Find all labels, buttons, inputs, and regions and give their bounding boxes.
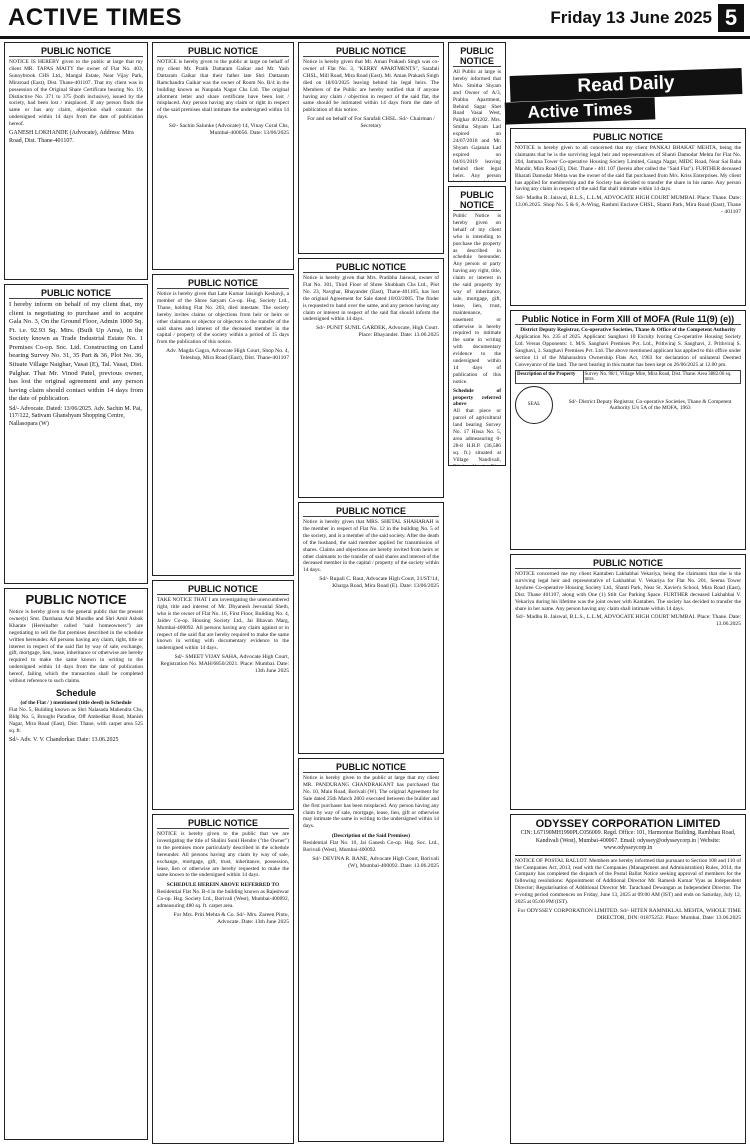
notice-c2b (152, 274, 294, 576)
notice-body: TAKE NOTICE THAT I am investigating the unencumbered right, title and interest of Mr. Dhyanesh Jeevanlal Sheth, who is the owner of Flat No. 16, First Floor, Building No. 4, Jaidev Co-op. Housing Society Ltd., Jai Bhavan Marg, Mumbai-400092. All persons having any claim against or in respect of the said flat are hereby required to make the same known in writing with documentary evidence to the undersigned within 14 days. (157, 597, 289, 652)
masthead (0, 0, 750, 39)
notice-heading: PUBLIC NOTICE (303, 262, 439, 273)
notice-body: Public Notice is hereby given on behalf of my client who is intending to purchase the property as described in schedule hereunder. Any person or party having any right, title, claim or interest in the said property by way of inheritance, sale, mortgage, gift, lease, lien, trust, maintenance, easement or otherwise is hereby required to intimate the same in writing with documentary evidence to the undersigned within 14 days of publication of this notice. (453, 213, 501, 385)
notice-body: All Public at large is hereby informed that Mrs. Smitha Shyam and Owner of A/3, Prabhu Apartment, Behind Sagar Shet Road Vasai West, Palghar 401202. Mrs. Smitha Shyam Lad expired on 24/07/2018 and Mr. Shyam Gajanan Lad expired on 04/01/2019 leaving behind their legal heirs. Any person (453, 69, 501, 179)
notice-heading: PUBLIC NOTICE (157, 818, 289, 829)
notice-heading: PUBLIC NOTICE (303, 506, 439, 517)
notice-signature: Sd/- PUNIT SUNIL GARDEK, Advocate, High Court. Place: Bhayander. Date: 13.06.2025 (316, 325, 439, 339)
schedule-subheading: (of the Flat / ) mentioned (title deed) in Schedule (20, 699, 132, 706)
notice-body: Application No. 235 of 2025. Applicant: Sanghavi 10 Exculty Ivoring Co-operative Housing Society Ltd. Versus Opponents: 1. M/S. Sanghavi Premises Pvt. Ltd., Prithviraj S. Sanghavi, 2. Prithviraj S. Sanghavi, 3. Sanghavi Premises Pvt. Ltd. The above mentioned applicant has applied to this office under section 11 of the Maharashtra Ownership Flats Act, 1963 for declaration of unilateral Deemed Conveyance of the land. The next hearing in this matter has been kept on 26/06/2025 at 12.00 pm. (515, 333, 742, 368)
table-cell: Survey No. 98/1, Village Mire, Mira Road, Dist. Thane. Area 3882.06 sq. mtrs. (583, 371, 741, 384)
divider (515, 855, 741, 856)
issue-date: Friday 13 June 2025 (550, 8, 712, 27)
schedule-body: All that piece or parcel of agricultural land bearing Survey No. 17 Hissa No. 5, area admeasuring 0-28-8 H.R.P. (36,586 sq. ft.) situated at Village Nandivali, (453, 408, 501, 463)
notice-signature: Adv. Magda Gagra, Advocate High Court, Shop No. 4, Teleshop, Mira Road (East), Dist. Thane-401107 (166, 348, 289, 362)
schedule-body: Residential Flat No. 10, Jai Ganesh Co-op. Hsg. Soc. Ltd., Borivali (West), Mumbai-400092. (303, 840, 439, 854)
notice-body: I hereby inform on behalf of my client that, my client is negotiating to purchase and to acquire Gala No. 3, On the Ground Floor, Admin 1000 Sq. Ft. i.e. 92.93 Sq. Mtrs. (Built Up Area), in the Society known as Trade Industrial Estate No. 1 Premises Co-op. Soc. Ltd. Constructing on Land bearing Survey No. 31, 35 Part & 36, Plot No. 36, Situate Village Naighar, Vasai (E), Tal. Vasai, Dist. Palghar. That Mr. Vinod Patel, previous owner, has lost the original agreement and any person having claim should contact within 14 days from the date of publication. (9, 301, 143, 403)
notice-c1b (4, 284, 148, 584)
active-times-banner: Active Times (505, 97, 656, 124)
notice-c2a (152, 42, 294, 270)
notice-c1c (4, 588, 148, 1140)
notice-c4a (448, 42, 506, 182)
notice-body: Notice is hereby given that Mr. Aman Prakash Singh was co-owner of Flat No. 3, "KERRY APARTMENTS", Sarafali CHSL, Mill Road, Mira Road (East). Mr. Aman Prakash Singh died on 18/03/2025 leaving behind his legal heirs. The Members of the Public are hereby notified that if anyone having any claim / objection in respect of the said flat, the same should be intimated within 14 days from the date of publication of this notice. (303, 59, 439, 114)
notice-heading: PUBLIC NOTICE (157, 278, 289, 289)
notice-c3d (298, 758, 444, 1142)
notice-body: NOTICE OF POSTAL BALLOT. Members are hereby informed that pursuant to Section 108 and 110 of the Companies Act, 2013, read with the Companies (Management and Administration) Rules, 2014, the Company has completed the dispatch of the Postal Ballot Notice seeking approval of members for the following resolutions: Appointment of Additional Director Mr. Ramesh Kumar Vyas as Independent Director; Regularisation of Additional Director Mr. Tarachand Dewangan as Independent Director. The e-voting period commences on Friday, June 13, 2025 at 09:00 AM (IST) and ends on Saturday, July 12, 2025 at 05:00 PM (IST). (515, 857, 741, 906)
notice-signature: Sd/- DEVINA R. RANE, Advocate High Court, Borivali (W), Mumbai-400092. Date: 13.06.2025 (312, 855, 439, 869)
schedule-heading: SCHEDULE HEREIN ABOVE REFERRED TO (166, 882, 280, 889)
notice-c5b (510, 310, 746, 550)
notice-c3c (298, 502, 444, 754)
notice-body: Notice is hereby given to the public at large that my client MR. PANDURANG CHANDRAKANT has purchased flat No. 10, Main Road, Borivali (W). The original Agreement for Sale dated 25th March 2003 executed between the builder and the first purchaser has been misplaced. Any person having any claim by way of sale, mortgage, lease, lien, gift or otherwise may intimate the same in writing to the undersigned within 14 days. (303, 775, 439, 830)
newspaper-title: ACTIVE TIMES (8, 4, 183, 31)
schedule-heading: Schedule (55, 687, 96, 698)
notice-c5d (510, 814, 746, 1144)
notice-c3b (298, 258, 444, 498)
company-name: ODYSSEY CORPORATION LIMITED (535, 818, 721, 830)
notice-c1a (4, 42, 148, 280)
notice-signature: GANESH LOKHANDE (Advocate), Address: Mira Road, Dist. Thane-401107. (9, 130, 134, 144)
notice-c2d (152, 814, 294, 1144)
read-daily-banner: Read Daily (510, 68, 743, 102)
notice-heading: PUBLIC NOTICE (9, 46, 143, 57)
notice-heading: PUBLIC NOTICE (25, 592, 127, 607)
notice-c4b (448, 186, 506, 466)
notice-signature: Sd/- Adv. V. V. Chandorkar. Date: 13.06.2025 (9, 736, 119, 743)
notice-signature: For ODYSSEY CORPORATION LIMITED. Sd/- HITEN RAMNIKLAL MEHTA, WHOLE TIME DIRECTOR, DIN: 01875252. Place: Mumbai. Date: 13.06.2025 (517, 907, 741, 921)
table-header: Description of the Property (516, 371, 584, 384)
notice-signature: Sd/- Advocate. Dated: 13/06/2025. Adv. Sachin M. Pai, 117/122, Sativam Ghanshyam Shopping Centre, Nallasopara (W) (9, 405, 142, 427)
notice-signature: Sd/- SMEET VIJAY SAHA, Advocate High Court, Registration No. MAH/6850/2021. Place: Mumbai. Date: 13th June 2025 (160, 654, 289, 675)
notice-body: NOTICE is hereby given to the public at large on behalf of my client Mr. Pratik Dattaram Gaikar and Mr. Yash Dattaram Gaikar that their father late Shri Dattaram Ramchandra Gaikar was the owner of Room No. B/4 in the building known as Naupada Nagar Chs Ltd. The original allotment letter and share certificate have been lost / misplaced. Any person having any claim or right in respect of the said premises shall intimate the undersigned within 14 days. (157, 59, 289, 121)
schedule-heading: (Description of the Said Premises) (331, 833, 411, 840)
notice-c2c (152, 580, 294, 810)
property-table (515, 370, 741, 384)
notice-body: NOTICE IS HEREBY given to the public at large that my client MR. TAPAS MAITY the owner of Flat No. 403, Sunnybrook CHS Ltd., Mangal Estate, Near Vijay Park, Miraroad (East), Dist. Thane-401107. That my client was in possession of the Original Share Certificate bearing No. 19, Distinctive No. 371 to 375 (both inclusive), issued by the society, had been lost / misplaced. If any person finds the same or has any claim, objection shall contact the undersigned within 14 days from the date of publication hereof. (9, 59, 143, 128)
notice-subheading: District Deputy Registrar, Co-operative Societies, Thane & Office of the Competent Authority (520, 327, 736, 333)
notice-signature: Sd/- Madhu R. Jaiswal, B.L.S., L.L.M, ADVOCATE HIGH COURT MUMBAI. Place: Thane. Date: 13.06.2025. Shop No. 5 & 6, A-Wing, Rashmi Enclave CHSL, Shanti Park, Mira Road (East), Thane - 401107 (515, 195, 741, 216)
notice-body: NOTICE is hereby given to the public that we are investigating the title of Shalini Sunil Hendre ("the Owner") to the premises more particularly described in the schedule hereunder. All persons having any claim by way of sale, exchange, mortgage, gift, trust, inheritance, possession, lease, lien or otherwise are hereby requested to make the same known to the undersigned within 14 days. (157, 831, 289, 879)
notice-body: NOTICE concerned me my client Kantaben Lakhabhai Vekariya, being the claimants that she is the surviving legal heir and representative of Lakhabhai V. Vekariya for Flat No. 201, Seema Tower Jayshree Co-operative Housing Society Ltd., Shanti Park, Near St. Xavier's School, Mira Road (East), Dist. Thane 401107, along with One (1) Stilt Car Parking Space. FURTHER deceased Lakhabhai V. Vekariya during his lifetime was the joint owner with Kantaben. The society has decided to transfer the share in her name. Any person having any claim shall intimate within 14 days. (515, 571, 741, 612)
notice-body: Notice is hereby given that Mrs. Pratibha Jaiswal, owner of Flat No. 301, Third Floor of Shree Shubham Chs Ltd., Plot No. 23, Navghar, Bhayander (East), Thane-401105, has lost the original Agreement for Sale dated 18/03/2005. The finder is requested to hand over the same, and any person having any claim or interest in respect of the said flat should inform the undersigned within 14 days. (303, 275, 439, 323)
notice-body: NOTICE is hereby given to all concerned that my client PANKAJ BHAKAT MEHTA, being the claimants that he is the surviving legal heir and representatives of Shanti Damodar Mehta for Flat No. 204, Jamuna Tower Co-operative Housing Society Limited, Ganga Nagar, MIDC Road, Near Sai Baba Mandir, Mira Road (E), Dist. Thane - 401 107 (herein after called the "Said Flat"). FURTHER deceased Bharati Damodar Mehta was the owner of the said flat purchased from M/s. Kriss Enterprises. My client has applied for membership and the Society has decided to transfer the share in his name. Any person having any claim in respect of the said flat shall intimate within 14 days. (515, 145, 741, 193)
notice-heading: PUBLIC NOTICE (157, 584, 289, 595)
official-seal: SEAL (515, 386, 553, 424)
column-2 (152, 42, 294, 1148)
notice-body: Notice is hereby given that MRS. SHETAL SHAHARAH is the member in respect of Flat No. 12 in the building No. 5 of the society, and is a member of the said society. After the death of the husband, the said member applied for transmission of shares. Claims and objections are hereby invited from heirs or other claimants to the transfer of said shares and interest of the deceased member in the capital / property of the society within 14 days. (303, 519, 439, 574)
notice-signature: For and on behalf of For Sarafali CHSL. Sd/- Chairman / Secretary (307, 116, 435, 130)
notice-signature: Sd/- Rupali C. Raut, Advocate High Court, 21/ST/14, Kharga Road, Mira Road (E). Date: 13/06/2025 (319, 576, 439, 590)
column-3 (298, 42, 444, 1146)
notice-heading: PUBLIC NOTICE (515, 558, 741, 569)
notice-signature: Sd/- Madhu R. Jaiswal, B.L.S., L.L.M, ADVOCATE HIGH COURT MUMBAI. Place: Thane. Date: 13.06.2025 (515, 614, 741, 628)
notice-heading: PUBLIC NOTICE (453, 46, 501, 67)
column-1 (4, 42, 148, 1144)
notice-signature: Sd/- District Deputy Registrar, Co-operative Societies, Thane & Competent Authority U/s 5A of the MOFA, 1963 (568, 398, 732, 412)
notice-signature: Sd/- Sachin Salunke (Advocate) 14, Vinay Coral Chs, Mumbai-400056. Date: 13/06/2025 (168, 123, 289, 137)
notice-c5a (510, 128, 746, 306)
column-4-lower (448, 186, 506, 470)
company-details: CIN: L67190MH1990PLC056009. Regd. Office: 101, Harmonise Building, Rambhau Road, Kandivali (West), Mumbai-400067. Email: odyssey@odysseycorp.in | Website: www.odysseycorp.in (520, 830, 736, 852)
notice-body: Notice is hereby given to the general public that the present owner(s) Smt. Darshana Anil Mundhe and Shri Amit Ashok Kharate (Hereinafter called "said homeowners") are negotiating to sell the flat premises described in the schedule written hereunder. All persons having any claim, right, title or interest in respect of the said flat by way of sale, exchange, gift, mortgage, lien, lease, inheritance or otherwise are hereby required to make the same known in writing to the undersigned within 14 days from the date of publication hereof, failing which the transaction shall be completed without reference to such claims. (9, 609, 143, 685)
schedule-body: Residential Flat No. B-4 in the building known as Rajeshwar Co-op. Hsg. Society Ltd., Borivali (West), Mumbai-400092, admeasuring 480 sq. ft. carpet area. (157, 889, 289, 910)
column-4 (448, 42, 506, 186)
notice-heading: PUBLIC NOTICE (157, 46, 289, 57)
notice-heading: PUBLIC NOTICE (303, 762, 439, 773)
notice-heading: PUBLIC NOTICE (515, 132, 741, 143)
page-number: 5 (718, 4, 744, 32)
notice-signature: For Mrs. Priti Mehta & Co. Sd/- Mrs. Zareen Pinto, Advocate. Date: 13th June 2025 (173, 911, 289, 925)
notice-c3a (298, 42, 444, 254)
notice-heading: PUBLIC NOTICE (9, 288, 143, 299)
notice-heading: PUBLIC NOTICE (453, 190, 501, 211)
schedule-body: Flat No. 5, Building known as Shri Nalasada Mahendra Chs, Bldg No. 5, Brought Paradise, Off Ambedkar Road, Manish Nagar, Mira Road (East), Dist. Thane, with carpet area 525 sq. ft. (9, 706, 143, 734)
notice-body: Notice is hereby given that Late Kumar Jaisingh Keshavji, a member of the Shree Satyam Co-op. Hsg. Society Ltd., Thane, holding Flat No. 203, died intestate. The society hereby invites claims or objections from heir or heirs or other claimants or objector or objectors to the transfer of the said shares and interest of the deceased member in the capital / property of the society within a period of 15 days from the publication of this notice. (157, 291, 289, 346)
notice-heading: PUBLIC NOTICE (303, 46, 439, 57)
notice-heading: Public Notice in Form XIII of MOFA (Rule 11(9) (e)) (515, 314, 741, 325)
column-5 (510, 128, 746, 1148)
notice-c5c (510, 554, 746, 810)
schedule-heading: Schedule of property referred above (453, 387, 501, 408)
